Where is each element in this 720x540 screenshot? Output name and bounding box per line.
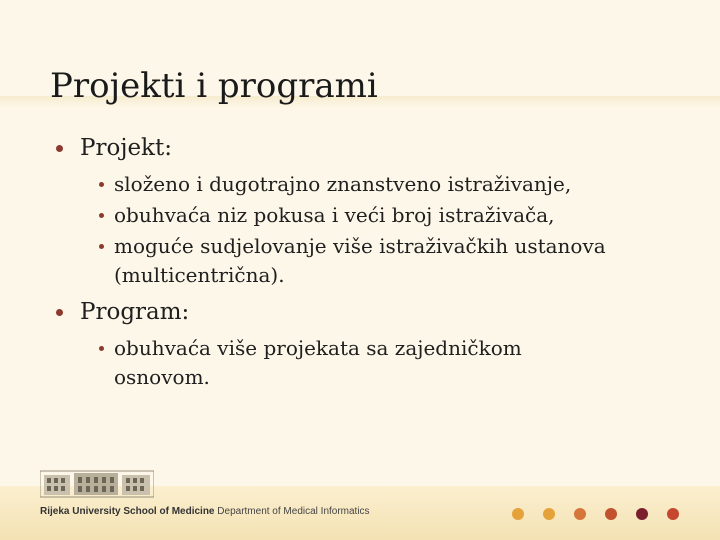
sub-bullet-text: obuhvaća više projekata sa zajedničkom osnovom.	[114, 336, 522, 389]
footer-institution: Rijeka University School of Medicine	[40, 506, 215, 517]
bullet-dot	[56, 309, 63, 316]
footer-department: Department of Medical Informatics	[217, 506, 370, 517]
bullet-program	[54, 296, 694, 328]
sub-bullet	[92, 170, 694, 199]
sub-bullet-dot	[99, 244, 104, 249]
bullet-dot	[56, 145, 63, 152]
sub-bullet-text: obuhvaća niz pokusa i veći broj istraživača,	[114, 203, 555, 227]
decorative-dots	[512, 508, 679, 520]
sub-bullet-dot	[99, 182, 104, 187]
decor-dot-icon	[605, 508, 617, 520]
sub-bullet-text: moguće sudjelovanje više istraživačkih ustanova (multicentrična).	[114, 234, 606, 287]
sub-bullet-dot	[99, 346, 104, 351]
sub-bullet-dot	[99, 213, 104, 218]
bullet-label: Projekt:	[80, 135, 172, 161]
decor-dot-icon	[574, 508, 586, 520]
sub-bullet-text: složeno i dugotrajno znanstveno istraživanje,	[114, 172, 572, 196]
decor-dot-icon	[667, 508, 679, 520]
decor-dot-icon	[543, 508, 555, 520]
slide-content	[54, 132, 694, 398]
slide-title: Projekti i programi	[50, 66, 378, 106]
footer-caption	[40, 506, 370, 517]
bullet-label: Program:	[80, 299, 190, 325]
university-building-icon	[40, 470, 154, 498]
sub-bullet	[92, 334, 584, 392]
bullet-group-projekt	[54, 132, 694, 290]
decor-dot-icon	[636, 508, 648, 520]
sub-bullet	[92, 201, 694, 230]
bullet-group-program	[54, 296, 694, 392]
decor-dot-icon	[512, 508, 524, 520]
bullet-projekt	[54, 132, 694, 164]
sub-bullet	[92, 232, 694, 290]
